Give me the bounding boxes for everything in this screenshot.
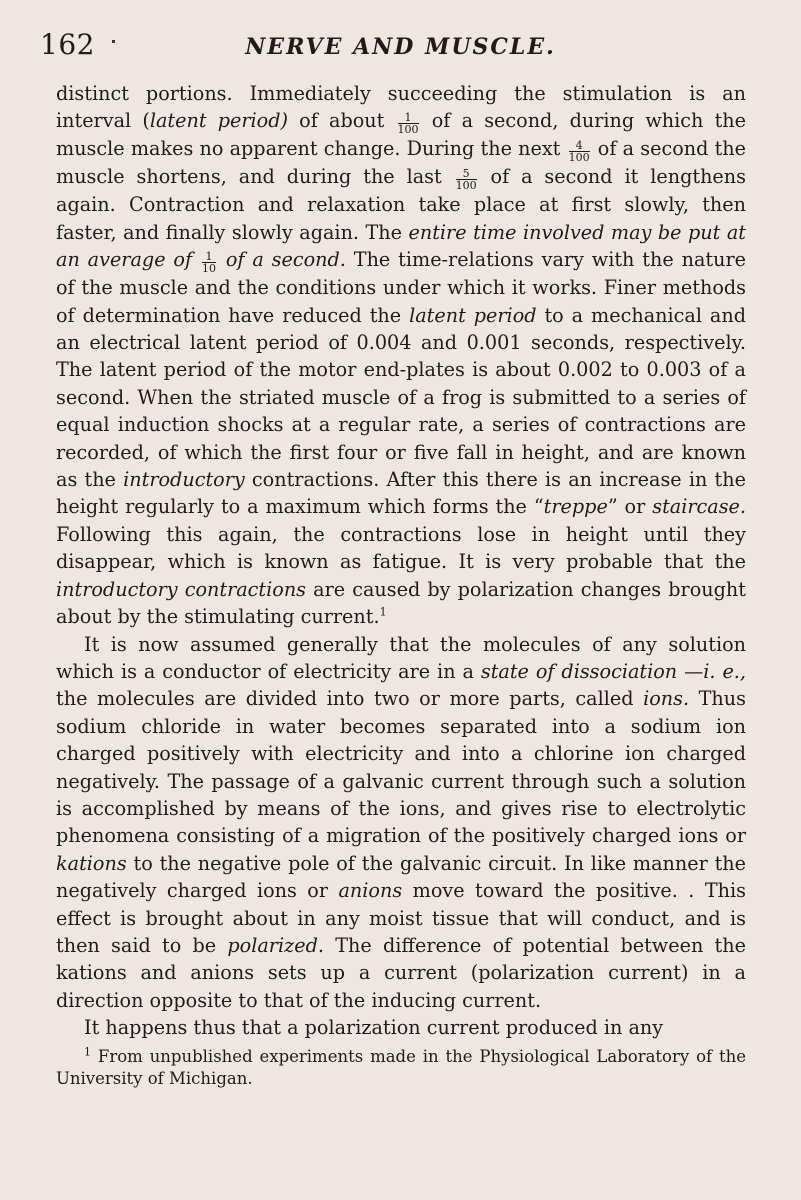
footnote-reference[interactable]: 1 <box>379 605 387 619</box>
fraction <box>202 251 216 274</box>
text-run: distinct portions. Immediately succeeding the stimulation is an interval ( <box>56 82 746 133</box>
fraction-denominator: 10 <box>201 262 216 276</box>
footnote-text: From unpublished experiments made in the Physiological Laboratory of the University of Michigan. <box>56 1047 746 1088</box>
text-run: The time-relations vary with the nature of the muscle and the conditions under which it works. Finer methods of determination have reduced the <box>56 248 746 327</box>
italic-term: introductory <box>123 468 245 492</box>
text-run: to a mechanical and an electrical latent period of 0.004 and 0.001 seconds, respectively. The latent period of the motor end-plates is about 0.002 to 0.003 of a second. When the striated muscle of a frog is submitted to a series of equal induction shocks at a regular rate, a series of contractions are recorded, of which the first four or five fall in height, and are known as the <box>56 303 746 492</box>
page-number: 162 <box>40 28 95 61</box>
fraction-denominator: 100 <box>397 123 419 137</box>
fraction-denominator: 100 <box>568 151 590 165</box>
text-run: are caused by polarization changes brought about by the stimulating current. <box>56 577 746 629</box>
fraction-numerator: 4 <box>569 140 590 152</box>
running-head: NERVE AND MUSCLE. <box>245 34 556 60</box>
page-header <box>40 28 761 68</box>
italic-term: i. e., <box>703 659 746 683</box>
text-run: ” or <box>607 495 653 519</box>
italic-term: entire time involved may be put at an average of <box>56 220 746 272</box>
text-run: move toward the positive. . This effect is brought about in any moist tissue that will conduct, and is then said to be <box>56 879 746 957</box>
paragraph-1 <box>56 80 746 631</box>
fraction-numerator: 1 <box>398 112 419 124</box>
text-run: the molecules are divided into two or more parts, called <box>56 687 644 711</box>
fraction <box>456 168 477 191</box>
fraction-numerator: 5 <box>456 168 477 180</box>
paragraph-2 <box>56 631 746 1015</box>
italic-term: ions. <box>643 687 690 711</box>
italic-term: staircase. <box>652 495 747 519</box>
italic-term: treppe <box>543 495 608 519</box>
italic-term: latent period <box>409 303 537 327</box>
text-run: — <box>677 659 704 683</box>
italic-term: latent period) <box>149 109 288 133</box>
text-run: of a second it lengthens again. Contraction and relaxation take place at first slowly, then faster, and finally slowly again. The <box>56 165 746 244</box>
text-run: to the negative pole of the galvanic circuit. In like manner the negatively charged ions or <box>56 851 746 903</box>
text-run: The difference of potential between the kations and anions sets up a current (polarization current) in a direction opposite to that of the inducing current. <box>56 933 746 1012</box>
text-run: of a second the muscle shortens, and during the last <box>56 137 746 189</box>
text-run: contractions. After this there is an increase in the height regularly to a maximum which forms the “ <box>56 468 746 519</box>
text-run: Thus sodium chloride in water becomes separated into a sodium ion charged positively with electricity and into a chlorine ion charged negatively. The passage of a galvanic current through such a solution is accomplished by means of the ions, and gives rise to electrolytic phenomena consisting of a migration of the positively charged ions or <box>56 687 746 848</box>
fraction-denominator: 100 <box>455 179 477 193</box>
text-run: of a second, during which the muscle makes no apparent change. During the next <box>56 109 747 161</box>
text-run: Following this again, the contractions lose in height until they disappear, which is known as fatigue. It is very probable that the <box>56 522 746 574</box>
italic-term: introductory contractions <box>56 577 307 601</box>
paragraph-3: It happens thus that a polarization current produced in any <box>84 1016 664 1040</box>
fraction <box>398 112 419 135</box>
text-run: It is now assumed generally that the molecules of any solution which is a conductor of electricity are in a <box>56 632 746 683</box>
footnote-marker: 1 <box>84 1045 91 1059</box>
body-text <box>56 80 746 1042</box>
italic-term: state of dissociation <box>480 659 678 683</box>
italic-term: of a second. <box>217 248 346 272</box>
fraction-numerator: 1 <box>202 251 216 263</box>
italic-term: polarized. <box>227 933 324 957</box>
footnote <box>56 1046 746 1089</box>
italic-term: anions <box>338 879 403 903</box>
text-run: of about <box>288 109 396 133</box>
fraction <box>569 140 590 163</box>
italic-term: kations <box>56 851 127 875</box>
